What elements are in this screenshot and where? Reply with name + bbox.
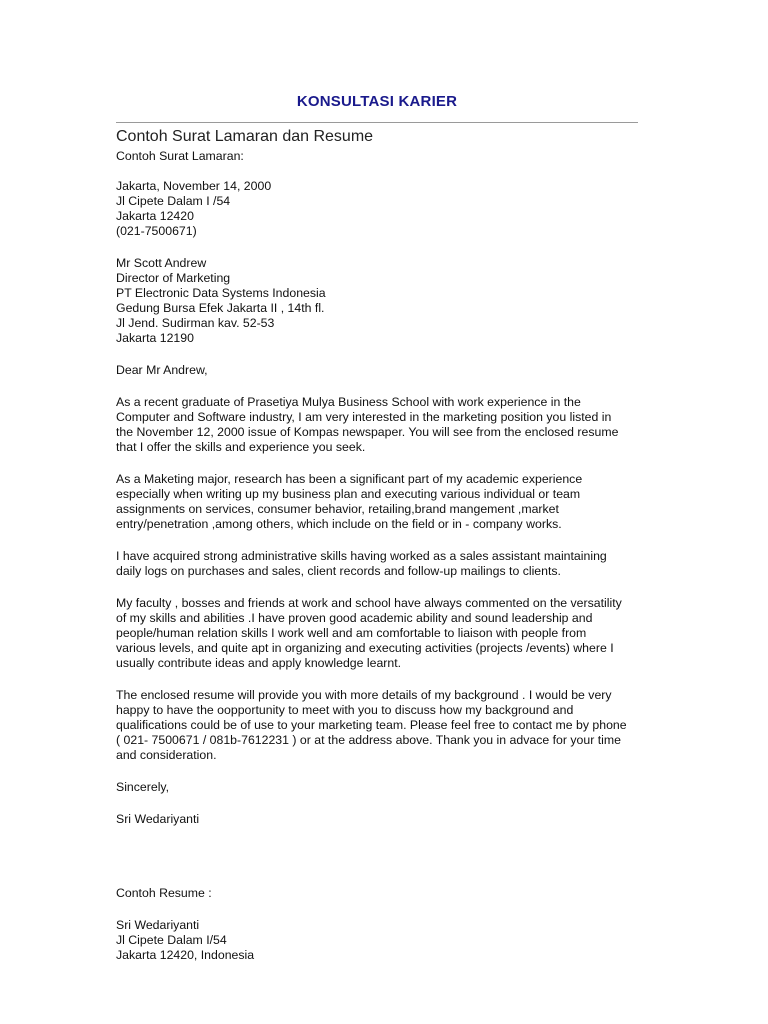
page-title: KONSULTASI KARIER	[296, 93, 458, 110]
letter-paragraph	[116, 549, 646, 579]
paragraph-line: usually contribute ideas and apply knowledge learnt.	[116, 656, 402, 670]
paragraph-line: happy to have the oopportunity to meet with you to discuss how my background and	[116, 703, 574, 717]
paragraph-line: The enclosed resume will provide you with more details of my background . I would be very	[116, 688, 612, 702]
recipient-city: Jakarta 12190	[116, 331, 194, 345]
title-divider	[116, 122, 638, 123]
resume-name: Sri Wedariyanti	[116, 918, 200, 932]
resume-city: Jakarta 12420, Indonesia	[116, 948, 255, 962]
letter-paragraph	[116, 688, 646, 763]
resume-intro: Contoh Resume :	[116, 886, 212, 900]
resume-contact	[116, 918, 646, 963]
letter-paragraph	[116, 472, 646, 532]
recipient-building: Gedung Bursa Efek Jakarta II , 14th fl.	[116, 301, 325, 315]
paragraph-line: assignments on services, consumer behavior, retailing,brand mangement ,market	[116, 502, 559, 516]
paragraph-line: of my skills and abilities .I have proven good academic ability and sound leadership and	[116, 611, 593, 625]
paragraph-line: entry/penetration ,among others, which include on the field or in - company works.	[116, 517, 562, 531]
recipient-name: Mr Scott Andrew	[116, 256, 207, 270]
sender-street: Jl Cipete Dalam I /54	[116, 194, 231, 208]
paragraph-line: qualifications could be of use to your marketing team. Please feel free to contact me by phone	[116, 718, 627, 732]
sender-address	[116, 179, 646, 239]
paragraph-line: people/human relation skills I work well and am comfortable to liaison with people from	[116, 626, 587, 640]
paragraph-line: Computer and Software industry, I am very interested in the marketing position you listed in	[116, 410, 612, 424]
paragraph-line: and consideration.	[116, 748, 217, 762]
article-body	[116, 149, 646, 963]
signature-name: Sri Wedariyanti	[116, 812, 200, 826]
recipient-title: Director of Marketing	[116, 271, 231, 285]
paragraph-line: As a Maketing major, research has been a significant part of my academic experience	[116, 472, 583, 486]
recipient-address	[116, 256, 646, 346]
paragraph-line: various levels, and quite apt in organizing and executing activities (projects /events) where I	[116, 641, 614, 655]
letter-intro: Contoh Surat Lamaran:	[116, 149, 244, 163]
recipient-company: PT Electronic Data Systems Indonesia	[116, 286, 326, 300]
paragraph-line: the November 12, 2000 issue of Kompas newspaper. You will see from the enclosed resume	[116, 425, 619, 439]
paragraph-line: especially when writing up my business plan and executing various individual or team	[116, 487, 581, 501]
closing: Sincerely,	[116, 780, 170, 794]
sender-date-place: Jakarta, November 14, 2000	[116, 179, 272, 193]
paragraph-line: that I offer the skills and experience you seek.	[116, 440, 366, 454]
article-subtitle: Contoh Surat Lamaran dan Resume	[116, 128, 374, 145]
paragraph-line: My faculty , bosses and friends at work and school have always commented on the versatility	[116, 596, 622, 610]
letter-paragraph	[116, 596, 646, 671]
letter-paragraph	[116, 395, 646, 455]
recipient-street: Jl Jend. Sudirman kav. 52-53	[116, 316, 275, 330]
sender-city: Jakarta 12420	[116, 209, 194, 223]
resume-street: Jl Cipete Dalam I/54	[116, 933, 227, 947]
paragraph-line: ( 021- 7500671 / 081b-7612231 ) or at the address above. Thank you in advace for your time	[116, 733, 621, 747]
sender-phone: (021-7500671)	[116, 224, 197, 238]
paragraph-line: daily logs on purchases and sales, client records and follow-up mailings to clients.	[116, 564, 561, 578]
paragraph-line: As a recent graduate of Prasetiya Mulya Business School with work experience in the	[116, 395, 581, 409]
paragraph-line: I have acquired strong administrative skills having worked as a sales assistant maintaining	[116, 549, 607, 563]
salutation: Dear Mr Andrew,	[116, 363, 208, 377]
